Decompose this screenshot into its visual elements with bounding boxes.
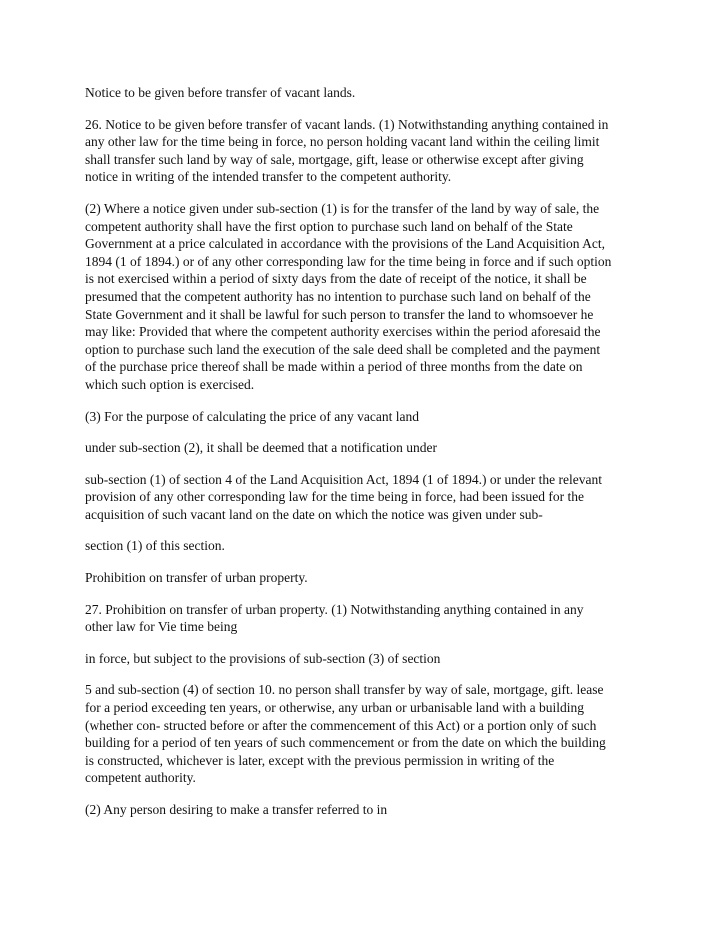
text-line: notice in writing of the intended transfer to the competent authority. [85,169,452,185]
text-line: other law for Vie time being [85,619,238,635]
text-line: any other law for the time being in force, no person holding vacant land within the ceiling limit [85,134,600,150]
paragraph-section-26-3-cont-1 [85,439,650,457]
text-line: for a period exceeding ten years, or otherwise, any urban or urbanisable land with a building [85,700,584,716]
text-line: building for a period of ten years of such commencement or from the date on which the building [85,735,606,751]
text-line: which such option is exercised. [85,376,255,392]
text-line: Prohibition on transfer of urban property. [85,570,308,586]
text-line: 1894 (1 of 1894.) or of any other corresponding law for the time being in force and if such option [85,253,612,269]
text-line: (3) For the purpose of calculating the price of any vacant land [85,408,419,424]
paragraph-section-26-3-cont-3 [85,537,650,555]
text-line: competent authority. [85,770,196,786]
text-line: 26. Notice to be given before transfer of vacant lands. (1) Notwithstanding anything contained in [85,116,609,132]
paragraph-section-26-3-start [85,408,650,426]
text-line: is constructed, whichever is later, except with the previous permission in writing of the [85,752,555,768]
text-line: 27. Prohibition on transfer of urban property. (1) Notwithstanding anything contained in any [85,601,584,617]
text-line: acquisition of such vacant land on the date on which the notice was given under sub- [85,506,543,522]
text-line: (whether con- structed before or after the commencement of this Act) or a portion only of such [85,717,597,733]
paragraph-section-26-3-cont-2 [85,471,650,524]
text-line: of the purchase price thereof shall be made within a period of three months from the date on [85,359,583,375]
text-line: shall transfer such land by way of sale, mortgage, gift, lease or otherwise except after giving [85,151,584,167]
text-line: is not exercised within a period of sixty days from the date of receipt of the notice, it shall be [85,271,587,287]
text-line: provision of any other corresponding law for the time being in force, had been issued for the [85,489,584,505]
paragraph-section-27-2-start [85,801,650,819]
paragraph-section-26-2 [85,200,650,394]
text-line: Notice to be given before transfer of vacant lands. [85,85,356,100]
paragraph-section-27-1-cont-2 [85,681,650,787]
document-body [85,84,650,833]
text-line: section (1) of this section. [85,538,225,554]
text-line: in force, but subject to the provisions of sub-section (3) of section [85,650,441,666]
text-line: Government at a price calculated in accordance with the provisions of the Land Acquisition Act, [85,236,605,252]
text-line: may like: Provided that where the competent authority exercises within the period aforesaid the [85,324,601,340]
text-line: under sub-section (2), it shall be deemed that a notification under [85,440,438,456]
text-line: (2) Where a notice given under sub-section (1) is for the transfer of the land by way of sale, the [85,200,600,216]
text-line: competent authority shall have the first option to purchase such land on behalf of the State [85,218,573,234]
text-line: presumed that the competent authority has no intention to purchase such land on behalf of the [85,288,591,304]
text-line: option to purchase such land the execution of the sale deed shall be completed and the payment [85,341,601,357]
paragraph-section-27-1-start [85,601,650,636]
text-line: 5 and sub-section (4) of section 10. no person shall transfer by way of sale, mortgage, gift. lease [85,682,604,698]
paragraph-heading-26 [85,84,650,102]
paragraph-section-26-1 [85,116,650,186]
paragraph-section-27-1-cont-1 [85,650,650,668]
text-line: (2) Any person desiring to make a transfer referred to in [85,802,388,817]
text-line: State Government and it shall be lawful for such person to transfer the land to whomsoever he [85,306,594,322]
text-line: sub-section (1) of section 4 of the Land Acquisition Act, 1894 (1 of 1894.) or under the relevant [85,471,603,487]
paragraph-heading-27 [85,569,650,587]
